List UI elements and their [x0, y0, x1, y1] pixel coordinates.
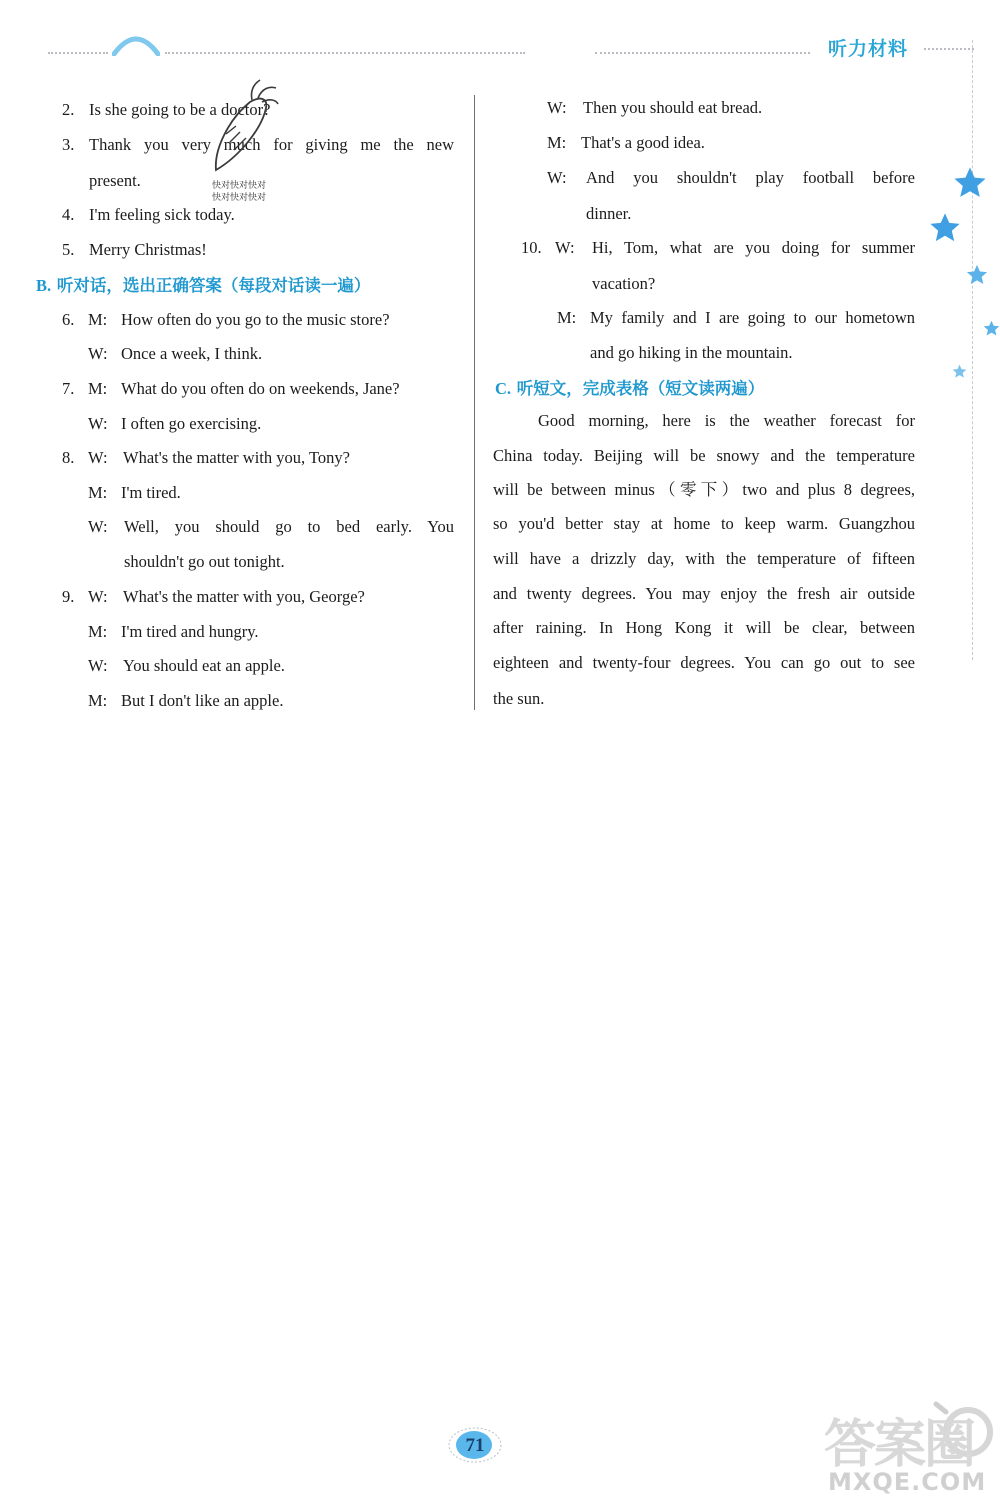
passage-line: Good morning, here is the weather forecast for — [538, 411, 915, 430]
header-dotted-rule — [165, 52, 525, 54]
item-text: Merry Christmas! — [89, 240, 207, 259]
passage-line: eighteen and twenty-four degrees. You can go out to see — [493, 653, 915, 672]
passage-line: and twenty degrees. You may enjoy the fresh air outside — [493, 584, 915, 603]
speaker-label: M: — [547, 133, 567, 152]
column-divider — [474, 95, 475, 710]
page-number: 71 — [465, 1435, 485, 1456]
dialogue-line: What's the matter with you, George? — [123, 587, 365, 606]
watermark-text: 答案圈 — [824, 1415, 975, 1475]
passage-line: the sun. — [493, 689, 545, 708]
passage-line: after raining. In Hong Kong it will be clear, between — [493, 618, 915, 637]
dialogue-line-continuation: dinner. — [586, 204, 632, 223]
watermark-domain: MXQE.COM — [828, 1468, 987, 1496]
speaker-label: W: — [88, 344, 108, 363]
dialogue-line: But I don't like an apple. — [121, 691, 284, 710]
item-number: 4. — [62, 205, 75, 224]
item-number: 3. — [62, 135, 75, 154]
dialogue-line: I'm tired. — [121, 483, 181, 502]
section-c-heading — [495, 379, 764, 399]
dialogue-line: That's a good idea. — [581, 133, 705, 152]
section-letter: C. — [495, 379, 512, 398]
doodle-caption-line: 快对快对快对 — [212, 181, 267, 191]
dialogue-line: You should eat an apple. — [123, 656, 285, 675]
item-text: Is she going to be a doctor? — [89, 100, 271, 119]
speaker-label: W: — [547, 98, 567, 117]
dialogue-line: I'm tired and hungry. — [121, 622, 259, 641]
star-icon — [952, 364, 967, 379]
passage-line: China today. Beijing will be snowy and the temperature — [493, 446, 915, 465]
dialogue-number: 6. — [62, 310, 75, 329]
dialogue-number: 7. — [62, 379, 75, 398]
passage-line: so you'd better stay at home to keep warm. Guangzhou — [493, 514, 915, 533]
dialogue-line: Once a week, I think. — [121, 344, 263, 363]
dialogue-number: 9. — [62, 587, 75, 606]
dialogue-line: I often go exercising. — [121, 414, 262, 433]
section-b-heading — [36, 276, 370, 296]
dialogue-line: Hi, Tom, what are you doing for summer — [592, 238, 915, 257]
speaker-label: M: — [88, 379, 108, 398]
section-letter: B. — [36, 276, 52, 295]
carrot-doodle-icon — [206, 78, 280, 178]
dialogue-line: What do you often do on weekends, Jane? — [121, 379, 400, 398]
dialogue-line: How often do you go to the music store? — [121, 310, 390, 329]
speaker-label: M: — [88, 622, 108, 641]
item-number: 2. — [62, 100, 75, 119]
dialogue-line: Then you should eat bread. — [583, 98, 763, 117]
item-text: Thank you very much for giving me the new — [89, 135, 454, 154]
star-icon — [966, 264, 988, 286]
dialogue-line-continuation: and go hiking in the mountain. — [590, 343, 793, 362]
section-title: 听对话，选出正确答案（每段对话读一遍） — [56, 276, 371, 295]
dialogue-line: Well, you should go to bed early. You — [124, 517, 454, 536]
right-margin-rule — [972, 40, 973, 660]
header-dotted-rule-end — [924, 48, 974, 50]
item-text-continuation: present. — [89, 171, 141, 190]
doodle-caption-line: 快对快对快对 — [212, 193, 267, 203]
speaker-label: W: — [88, 656, 108, 675]
speaker-label: W: — [88, 517, 108, 536]
star-icon — [928, 212, 962, 244]
dialogue-number: 8. — [62, 448, 75, 467]
dialogue-line: What's the matter with you, Tony? — [123, 448, 350, 467]
header-dotted-rule-left — [48, 52, 108, 54]
speaker-label: W: — [555, 238, 575, 257]
passage-line: will have a drizzly day, with the temperature of fifteen — [493, 549, 915, 568]
header-arc-decoration — [112, 30, 160, 56]
header-dotted-rule-right — [595, 52, 810, 54]
speaker-label: W: — [547, 168, 567, 187]
item-number: 5. — [62, 240, 75, 259]
dialogue-line-continuation: shouldn't go out tonight. — [124, 552, 285, 571]
speaker-label: M: — [88, 310, 108, 329]
speaker-label: M: — [557, 308, 577, 327]
speaker-label: W: — [88, 587, 108, 606]
passage-line: will be between minus（零下）two and plus 8 degrees, — [493, 480, 915, 499]
speaker-label: W: — [88, 448, 108, 467]
header-title: 听力材料 — [828, 38, 909, 60]
star-icon — [983, 320, 1000, 337]
dialogue-line: And you shouldn't play football before — [586, 168, 915, 187]
section-title: 听短文，完成表格（短文读两遍） — [516, 379, 765, 398]
speaker-label: M: — [88, 691, 108, 710]
dialogue-line: My family and I are going to our hometown — [590, 308, 915, 327]
dialogue-number: 10. — [521, 238, 542, 257]
doodle-caption — [212, 180, 292, 204]
star-icon — [952, 166, 988, 200]
dialogue-line-continuation: vacation? — [592, 274, 656, 293]
speaker-label: W: — [88, 414, 108, 433]
speaker-label: M: — [88, 483, 108, 502]
item-text: I'm feeling sick today. — [89, 205, 235, 224]
